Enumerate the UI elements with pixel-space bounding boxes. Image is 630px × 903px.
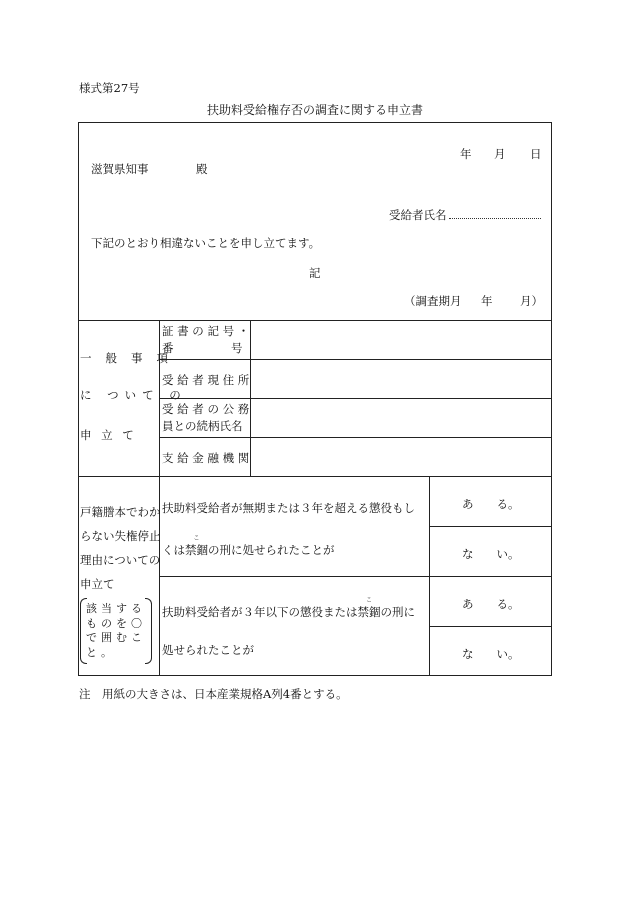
relationship-name-input[interactable] [251, 399, 551, 437]
q1-answer-yes[interactable]: あ る。 [462, 497, 520, 511]
bank-input[interactable] [251, 438, 551, 476]
applicant-name-label: 受給者氏名 [389, 208, 447, 222]
q1-ruby: 禁錮 こ [185, 535, 208, 557]
form-number: 様式第27号 [79, 81, 140, 95]
divider-label-column [159, 320, 160, 676]
loss-heading: 戸籍謄本でわか らない失権停止 理由についての 申立て [80, 505, 161, 591]
survey-period-month: 月） [520, 294, 543, 308]
divider-q1-answers [429, 526, 552, 527]
general-heading-line1: 一 般 事 項 [80, 351, 168, 365]
footnote: 注 用紙の大きさは、日本産業規格A列4番とする。 [79, 687, 348, 701]
divider-q1-q2 [159, 576, 552, 577]
current-address-input[interactable] [251, 360, 551, 398]
bank-label: 支 給 金 融 機 関 [162, 451, 250, 465]
ki-heading: 記 [309, 266, 321, 280]
q1-line2: くは禁錮 こ の刑に処せられたことが [162, 535, 335, 557]
applicant-name-field[interactable] [389, 207, 541, 223]
certificate-number-label: 証 書 の 記 号 ・ 番 号 [162, 324, 250, 355]
divider-answer-column [429, 476, 430, 676]
survey-period-year: 年 [481, 294, 493, 308]
general-heading-line2: に ついて の [80, 388, 187, 402]
q2-ruby: 禁錮 こ [357, 597, 381, 619]
form-title: 扶助料受給権存否の調査に関する申立書 [206, 103, 423, 117]
bracket-right [145, 598, 152, 664]
q1-answer-no[interactable]: な い。 [462, 547, 520, 561]
divider-general-section [78, 476, 552, 477]
bracket-note [80, 598, 152, 664]
q2-line2: 処せられたことが [162, 643, 254, 657]
q2-answer-no[interactable]: な い。 [462, 647, 520, 661]
date-year: 年 [460, 147, 472, 161]
bracket-note-text: 該当する ものを〇 で囲むこ と。 [86, 602, 146, 659]
q2-answer-yes[interactable]: あ る。 [462, 597, 520, 611]
date-month: 月 [494, 147, 506, 161]
survey-period-label: （調査期月 [404, 294, 462, 308]
current-address-label: 受 給 者 現 住 所 [162, 373, 250, 387]
honorific: 殿 [196, 162, 208, 176]
addressee: 滋賀県知事 [91, 162, 149, 176]
applicant-name-line [449, 208, 541, 219]
q1-line1: 扶助料受給者が無期または３年を超える懲役もし [162, 501, 415, 515]
certificate-number-input[interactable] [251, 321, 551, 359]
date-day: 日 [530, 147, 542, 161]
statement: 下記のとおり相違ないことを申し立てます。 [91, 236, 321, 250]
q2-line1: 扶助料受給者が３年以下の懲役または禁錮 こ の刑に [162, 597, 415, 619]
general-heading-line3: 申 立 て [80, 428, 137, 442]
divider-q2-answers [429, 626, 552, 627]
relationship-name-label: 受 給 者 の 公 務 員との続柄氏名 [162, 402, 250, 433]
